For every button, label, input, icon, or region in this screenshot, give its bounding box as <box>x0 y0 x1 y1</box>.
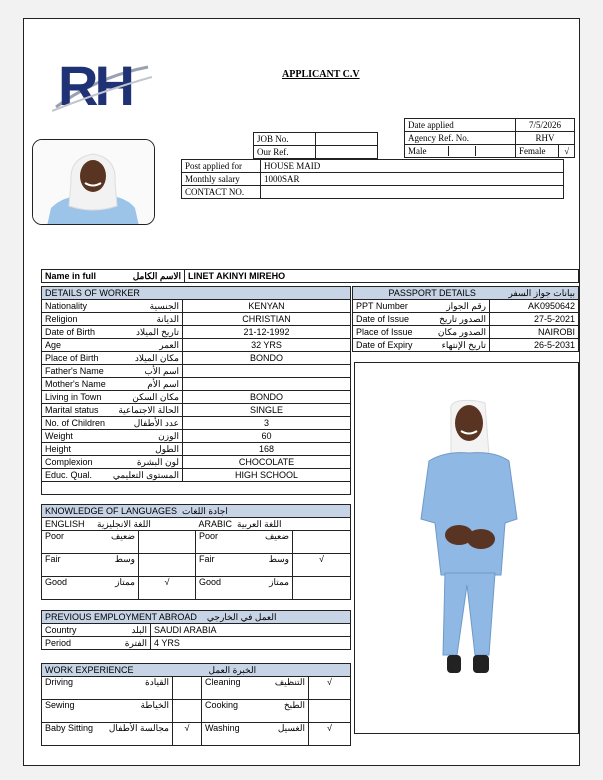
table-row: Sewing الخياطة Cooking الطبخ <box>42 700 351 723</box>
table-row: Driving القيادة Cleaning التنظيف √ <box>42 677 351 700</box>
table-row: Living in Town مكان السكن BONDO <box>42 391 351 404</box>
svg-text:RH: RH <box>58 54 131 117</box>
table-row: Complexion لون البشرة CHOCOLATE <box>42 456 351 469</box>
cv-title: APPLICANT C.V <box>282 69 360 80</box>
portrait-photo <box>32 139 155 225</box>
table-row: Educ. Qual. المستوى التعليمي HIGH SCHOOL <box>42 469 351 482</box>
table-row: Baby Sitting مجالسة الأطفال √ Washing الغسيل √ <box>42 723 351 746</box>
language-level-row: Fair وسط Fair وسط √ <box>42 554 351 577</box>
language-level-row: Good ممتاز √ Good ممتاز <box>42 577 351 600</box>
job-table: JOB No. Our Ref. <box>253 132 378 159</box>
table-row: Place of Birth مكان الميلاد BONDO <box>42 352 351 365</box>
table-row: Religion الديانة CHRISTIAN <box>42 313 351 326</box>
passport-table: PASSPORT DETAILS بيانات جواز السفر PPT Number رقم الجواز AK0950642 Date of Issue الصدور تاريخ 27-5-2021 Place of Issue الصدور مكان NAIROBI Date of Expiry تاريخ الإنتهاء 26-5-2031 <box>352 286 579 352</box>
work-experience-table: WORK EXPERIENCE الخبرة العمل Driving القيادة Cleaning التنظيف √ Sewing الخياطة Cooking الطبخ Baby Sitting مجالسة الأطفال √ Washing الغسيل √ <box>41 663 351 746</box>
table-row: Height الطول 168 <box>42 443 351 456</box>
table-row: Father's Name اسم الأب <box>42 365 351 378</box>
language-level-row: Poor ضعيف Poor ضعيف <box>42 531 351 554</box>
table-row: No. of Children عدد الأطفال 3 <box>42 417 351 430</box>
table-row: Weight الوزن 60 <box>42 430 351 443</box>
table-row: Date of Expiry تاريخ الإنتهاء 26-5-2031 <box>353 339 579 352</box>
table-row: Mother's Name اسم الأم <box>42 378 351 391</box>
company-logo <box>52 47 152 117</box>
post-table: Post applied for HOUSE MAID Monthly salary 1000SAR CONTACT NO. <box>181 159 564 199</box>
table-row: Place of Issue الصدور مكان NAIROBI <box>353 326 579 339</box>
table-row: Marital status الحالة الاجتماعية SINGLE <box>42 404 351 417</box>
full-name: LINET AKINYI MIREHO <box>185 270 579 283</box>
languages-table: KNOWLEDGE OF LANGUAGES اجادة اللغات ENGLISH اللغة الانجليزية ARABIC اللغة العربية Poor ضعيف Poor ضعيف Fair وسط Fair وسط √ Good ممتاز √ Good ممتاز <box>41 504 351 600</box>
reference-table: Date applied 7/5/2026 Agency Ref. No. RHV Male Female √ <box>404 118 575 158</box>
table-row: Date of Issue الصدور تاريخ 27-5-2021 <box>353 313 579 326</box>
name-table: Name in full الاسم الكامل LINET AKINYI MIREHO <box>41 269 579 283</box>
full-body-photo <box>354 362 579 734</box>
table-row: Date of Birth تاريخ الميلاد 21-12-1992 <box>42 326 351 339</box>
table-row: Nationality الجنسية KENYAN <box>42 300 351 313</box>
table-row: Age العمر 32 YRS <box>42 339 351 352</box>
table-row: PPT Number رقم الجواز AK0950642 <box>353 300 579 313</box>
worker-details-table: DETAILS OF WORKER Nationality الجنسية KENYAN Religion الديانة CHRISTIAN Date of Birth تاريخ الميلاد 21-12-1992 Age العمر 32 YRS Place of Birth مكان الميلاد BONDO Father's Name اسم الأب Mother's Name اسم الأم Living in Town مكان السكن BONDO Marital status الحالة الاجتماعية SINGLE No. of Children عدد الأطفال 3 Weight الوزن 60 Height الطول 168 Complexion لون البشرة CHOCOLATE Educ. Qual. المستوى التعليمي HIGH SCHOOL <box>41 286 351 495</box>
employment-table: PREVIOUS EMPLOYMENT ABROAD العمل في الخارجي Country البلد SAUDI ARABIA Period الفترة 4 YRS <box>41 610 351 650</box>
cv-page <box>23 18 580 766</box>
